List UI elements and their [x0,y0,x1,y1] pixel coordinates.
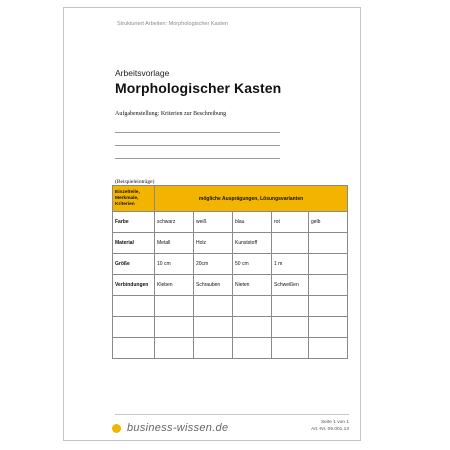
examples-label: (Beispieleinträge) [115,179,155,185]
criterion-cell[interactable]: Farbe [113,212,155,233]
variant-cell[interactable] [194,296,233,317]
table-row [113,254,348,275]
task-label: Aufgabenstellung: Kriterien zur Beschreibung [115,111,227,117]
criterion-cell[interactable]: Größe [113,254,155,275]
page-number: Seite 1 von 1 [320,420,349,425]
variant-cell[interactable] [272,233,309,254]
variant-cell[interactable]: 10 cm [155,254,194,275]
table-row [113,233,348,254]
criterion-cell[interactable] [113,317,155,338]
variant-cell[interactable]: Schweißen [272,275,309,296]
variant-cell[interactable] [272,296,309,317]
variant-cell[interactable]: 50 cm [233,254,272,275]
variant-cell[interactable]: gelb [309,212,348,233]
table-header-row [113,186,348,212]
brand-text: business-wissen.de [127,422,229,434]
variant-cell[interactable]: 1 m [272,254,309,275]
variant-cell[interactable] [309,317,348,338]
variant-cell[interactable]: schwarz [155,212,194,233]
table-row [113,212,348,233]
article-number: Art.-Nr. 09.001.13 [311,426,349,432]
variant-cell[interactable] [155,296,194,317]
variant-cell[interactable]: Holz [194,233,233,254]
criterion-cell[interactable] [113,338,155,359]
variant-cell[interactable]: 20cm [194,254,233,275]
table-row [113,275,348,296]
variant-cell[interactable]: blau [233,212,272,233]
variant-cell[interactable]: Schrauben [194,275,233,296]
variant-cell[interactable] [194,317,233,338]
variant-cell[interactable] [233,317,272,338]
variant-cell[interactable] [233,296,272,317]
header-variants: mögliche Ausprägungen, Lösungsvarianten [155,186,348,212]
variant-cell[interactable] [309,338,348,359]
variant-cell[interactable] [309,233,348,254]
criterion-cell[interactable]: Material [113,233,155,254]
footer-divider [115,414,349,415]
document-title: Morphologischer Kasten [115,80,282,96]
variant-cell[interactable]: rot [272,212,309,233]
morphological-box-table [112,185,348,359]
answer-line-1[interactable] [115,132,280,133]
criterion-cell[interactable]: Verbindungen [113,275,155,296]
variant-cell[interactable] [155,338,194,359]
document-page [63,7,361,441]
answer-line-2[interactable] [115,145,280,146]
variant-cell[interactable] [194,338,233,359]
variant-cell[interactable]: Metall [155,233,194,254]
variant-cell[interactable] [309,296,348,317]
page-info [311,420,349,433]
variant-cell[interactable]: Kunststoff [233,233,272,254]
header-criteria: Einzelteile, Merkmale, Kriterien [113,186,155,212]
table-row [113,338,348,359]
variant-cell[interactable] [233,338,272,359]
table-row [113,296,348,317]
criterion-cell[interactable] [113,296,155,317]
variant-cell[interactable] [155,317,194,338]
variant-cell[interactable] [309,254,348,275]
variant-cell[interactable] [309,275,348,296]
brand-logo[interactable] [112,422,228,434]
brand-dot-icon [112,424,121,433]
variant-cell[interactable]: Nieten [233,275,272,296]
variant-cell[interactable]: weiß [194,212,233,233]
variant-cell[interactable] [272,317,309,338]
header-note: Strukturiert Arbeiten: Morphologischer Kasten [117,21,228,27]
answer-line-3[interactable] [115,158,280,159]
document-kicker: Arbeitsvorlage [115,68,170,78]
variant-cell[interactable]: Kleben [155,275,194,296]
table-row [113,317,348,338]
variant-cell[interactable] [272,338,309,359]
